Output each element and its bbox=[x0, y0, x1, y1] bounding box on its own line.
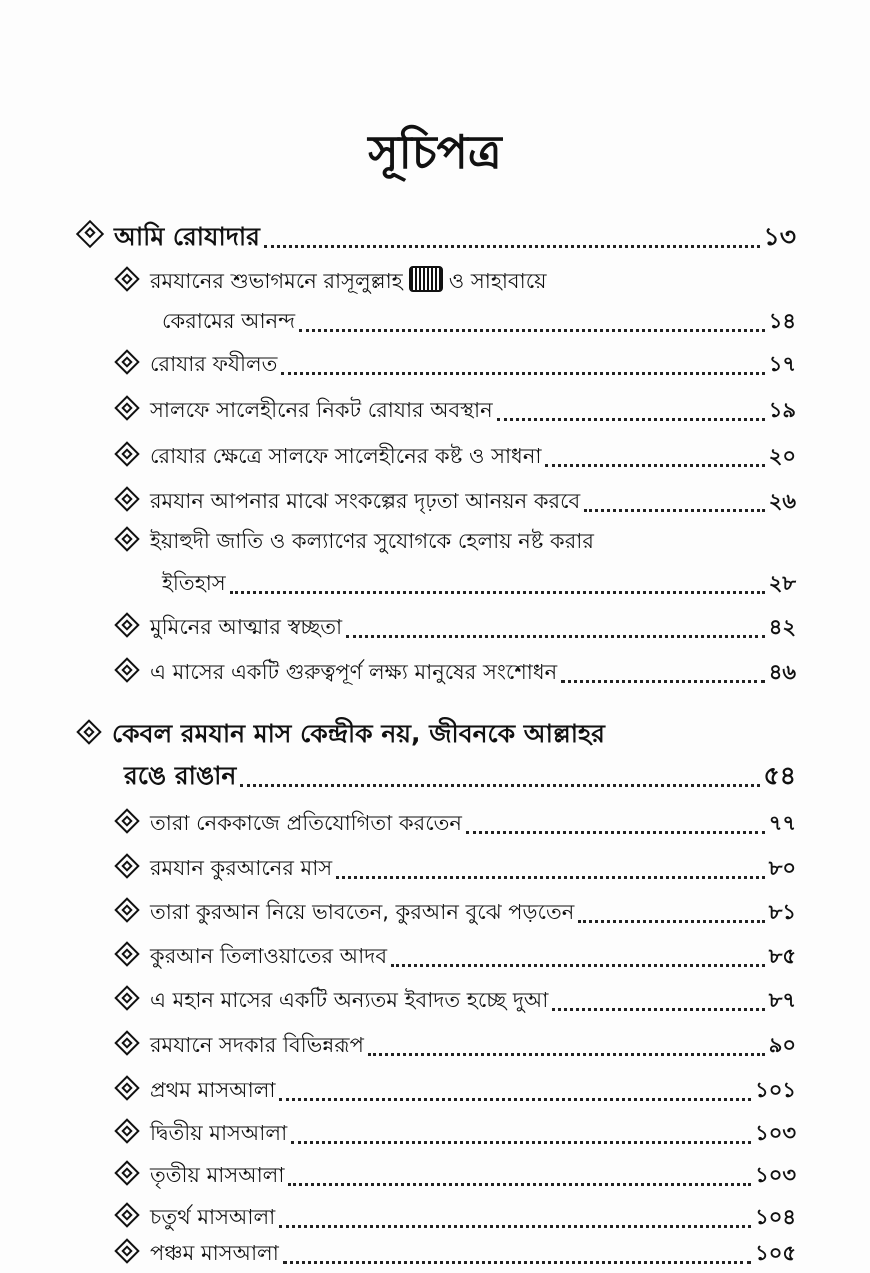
toc-item-19[interactable] bbox=[118, 1234, 796, 1272]
toc-page-number: ৮৫ bbox=[768, 944, 796, 968]
toc-item-10[interactable] bbox=[118, 849, 796, 887]
toc-item-7[interactable] bbox=[118, 608, 796, 646]
leader-dots bbox=[291, 1135, 751, 1144]
diamond-bullet-icon bbox=[114, 657, 139, 682]
leader-dots bbox=[368, 1047, 765, 1056]
toc-page-number: ৯০ bbox=[768, 1033, 796, 1057]
toc-page-number: ১৯ bbox=[768, 398, 796, 422]
toc-item-label: সালফে সালেহীনের নিকট রোযার অবস্থান bbox=[150, 398, 493, 422]
toc-item-label: মুমিনের আত্মার স্বচ্ছতা bbox=[150, 615, 343, 639]
toc-item-15[interactable] bbox=[118, 1071, 796, 1109]
toc-page-number: ১০৪ bbox=[755, 1205, 796, 1229]
toc-page-number: ২৬ bbox=[768, 489, 796, 513]
toc-page-number: ১০৩ bbox=[755, 1163, 796, 1187]
toc-page-number: ১৪ bbox=[768, 309, 796, 333]
toc-item-label: দ্বিতীয় মাসআলা bbox=[150, 1121, 288, 1145]
toc-item-label: এ মহান মাসের একটি অন্যতম ইবাদত হচ্ছে দুআ bbox=[150, 988, 549, 1012]
toc-item-4[interactable] bbox=[118, 437, 796, 475]
leader-dots bbox=[466, 825, 765, 834]
leader-dots bbox=[584, 503, 764, 512]
toc-item-6-line2[interactable] bbox=[162, 564, 796, 602]
diamond-bullet-icon bbox=[114, 486, 139, 511]
toc-section-2-line2[interactable] bbox=[124, 757, 796, 795]
toc-page-number: ৮৭ bbox=[768, 988, 796, 1012]
toc-page-number: ৮০ bbox=[768, 856, 796, 880]
toc-section-label: কেবল রমযান মাস কেন্দ্রীক নয়, জীবনকে আল্লাহর bbox=[112, 719, 605, 748]
leader-dots bbox=[288, 1177, 751, 1186]
toc-section-1[interactable] bbox=[80, 218, 796, 256]
toc-item-label: তারা কুরআন নিয়ে ভাবতেন, কুরআন বুঝে পড়তেন bbox=[150, 900, 575, 924]
leader-dots bbox=[578, 914, 764, 923]
leader-dots bbox=[279, 1092, 751, 1101]
toc-item-label: ইতিহাস bbox=[162, 571, 226, 595]
toc-page-number: ১৭ bbox=[768, 352, 796, 376]
diamond-bullet-icon bbox=[76, 719, 101, 744]
salutation-seal-icon bbox=[409, 266, 443, 292]
toc-item-label: ইয়াহুদী জাতি ও কল্যাণের সুযোগকে হেলায় নষ্ট করার bbox=[150, 529, 594, 553]
leader-dots bbox=[283, 1255, 751, 1264]
toc-item-label: রমযান কুরআনের মাস bbox=[150, 856, 333, 880]
toc-section-label: রঙে রাঙান bbox=[124, 761, 237, 790]
toc-item-label: রোযার ক্ষেত্রে সালফে সালেহীনের কষ্ট ও সাধনা bbox=[150, 444, 542, 468]
toc-page-number: ৮১ bbox=[768, 900, 796, 924]
toc-item-16[interactable] bbox=[118, 1114, 796, 1152]
toc-item-6-line1[interactable] bbox=[118, 522, 594, 560]
diamond-bullet-icon bbox=[114, 1030, 139, 1055]
diamond-bullet-icon bbox=[76, 220, 104, 248]
leader-dots bbox=[281, 366, 764, 375]
toc-page-number: ৪৬ bbox=[768, 660, 796, 684]
toc-item-14[interactable] bbox=[118, 1026, 796, 1064]
leader-dots bbox=[561, 674, 765, 683]
leader-dots bbox=[552, 1002, 764, 1011]
toc-item-label: রমযানে সদকার বিভিন্নরূপ bbox=[150, 1033, 364, 1057]
toc-item-label: কুরআন তিলাওয়াতের আদব bbox=[150, 944, 388, 968]
toc-item-1-line1[interactable] bbox=[118, 262, 547, 300]
toc-item-label: রমযান আপনার মাঝে সংকল্পের দৃঢ়তা আনয়ন করবে bbox=[150, 489, 581, 513]
diamond-bullet-icon bbox=[114, 526, 139, 551]
toc-page-number: ২৮ bbox=[768, 571, 796, 595]
toc-item-label: এ মাসের একটি গুরুত্বপূর্ণ লক্ষ্য মানুষের সংশোধন bbox=[150, 660, 558, 684]
diamond-bullet-icon bbox=[114, 1160, 139, 1185]
leader-dots bbox=[240, 778, 759, 787]
diamond-bullet-icon bbox=[114, 1202, 139, 1227]
toc-item-18[interactable] bbox=[118, 1198, 796, 1236]
toc-item-label: চতুর্থ মাসআলা bbox=[150, 1205, 276, 1229]
toc-page-number: ৪২ bbox=[768, 615, 796, 639]
diamond-bullet-icon bbox=[114, 941, 139, 966]
leader-dots bbox=[391, 958, 765, 967]
toc-item-12[interactable] bbox=[118, 937, 796, 975]
diamond-bullet-icon bbox=[114, 853, 139, 878]
diamond-bullet-icon bbox=[114, 266, 139, 291]
toc-item-label: রমযানের শুভাগমনে রাসূলুল্লাহ bbox=[150, 269, 403, 293]
diamond-bullet-icon bbox=[114, 612, 139, 637]
diamond-bullet-icon bbox=[114, 1118, 139, 1143]
toc-item-label: রোযার ফযীলত bbox=[150, 352, 278, 376]
toc-page-number: ১০৫ bbox=[755, 1241, 796, 1265]
toc-item-label: তারা নেককাজে প্রতিযোগিতা করতেন bbox=[150, 811, 462, 835]
toc-item-label: কেরামের আনন্দ bbox=[162, 309, 296, 333]
toc-page-number: ১৩ bbox=[763, 222, 796, 251]
leader-dots bbox=[346, 629, 765, 638]
toc-item-17[interactable] bbox=[118, 1156, 796, 1194]
toc-item-2[interactable] bbox=[118, 345, 796, 383]
toc-item-3[interactable] bbox=[118, 391, 796, 429]
diamond-bullet-icon bbox=[114, 1075, 139, 1100]
leader-dots bbox=[497, 412, 765, 421]
leader-dots bbox=[279, 1219, 751, 1228]
diamond-bullet-icon bbox=[114, 349, 139, 374]
toc-section-2-line1[interactable] bbox=[80, 715, 605, 753]
leader-dots bbox=[264, 239, 760, 248]
toc-page-number: ১০১ bbox=[755, 1078, 796, 1102]
toc-item-13[interactable] bbox=[118, 981, 796, 1019]
diamond-bullet-icon bbox=[114, 808, 139, 833]
toc-page-number: ৫৪ bbox=[763, 761, 796, 790]
toc-item-9[interactable] bbox=[118, 804, 796, 842]
toc-item-5[interactable] bbox=[118, 482, 796, 520]
leader-dots bbox=[336, 870, 765, 879]
toc-item-1-line2[interactable] bbox=[162, 302, 796, 340]
toc-page-number: ১০৩ bbox=[755, 1121, 796, 1145]
toc-section-label: আমি রোযাদার bbox=[114, 222, 260, 251]
diamond-bullet-icon bbox=[114, 441, 139, 466]
diamond-bullet-icon bbox=[114, 1238, 139, 1263]
leader-dots bbox=[299, 323, 765, 332]
page-title: সূচিপত্র bbox=[368, 125, 502, 179]
toc-item-11[interactable] bbox=[118, 893, 796, 931]
toc-item-8[interactable] bbox=[118, 653, 796, 691]
leader-dots bbox=[545, 458, 764, 467]
leader-dots bbox=[230, 585, 765, 594]
toc-item-label-cont: ও সাহাবায়ে bbox=[448, 269, 547, 293]
toc-page-number: ৭৭ bbox=[768, 811, 796, 835]
toc-item-label: প্রথম মাসআলা bbox=[150, 1078, 276, 1102]
toc-page-number: ২০ bbox=[768, 444, 796, 468]
diamond-bullet-icon bbox=[114, 395, 139, 420]
toc-item-label: তৃতীয় মাসআলা bbox=[150, 1163, 285, 1187]
diamond-bullet-icon bbox=[114, 897, 139, 922]
diamond-bullet-icon bbox=[114, 985, 139, 1010]
toc-item-label: পঞ্চম মাসআলা bbox=[150, 1241, 279, 1265]
